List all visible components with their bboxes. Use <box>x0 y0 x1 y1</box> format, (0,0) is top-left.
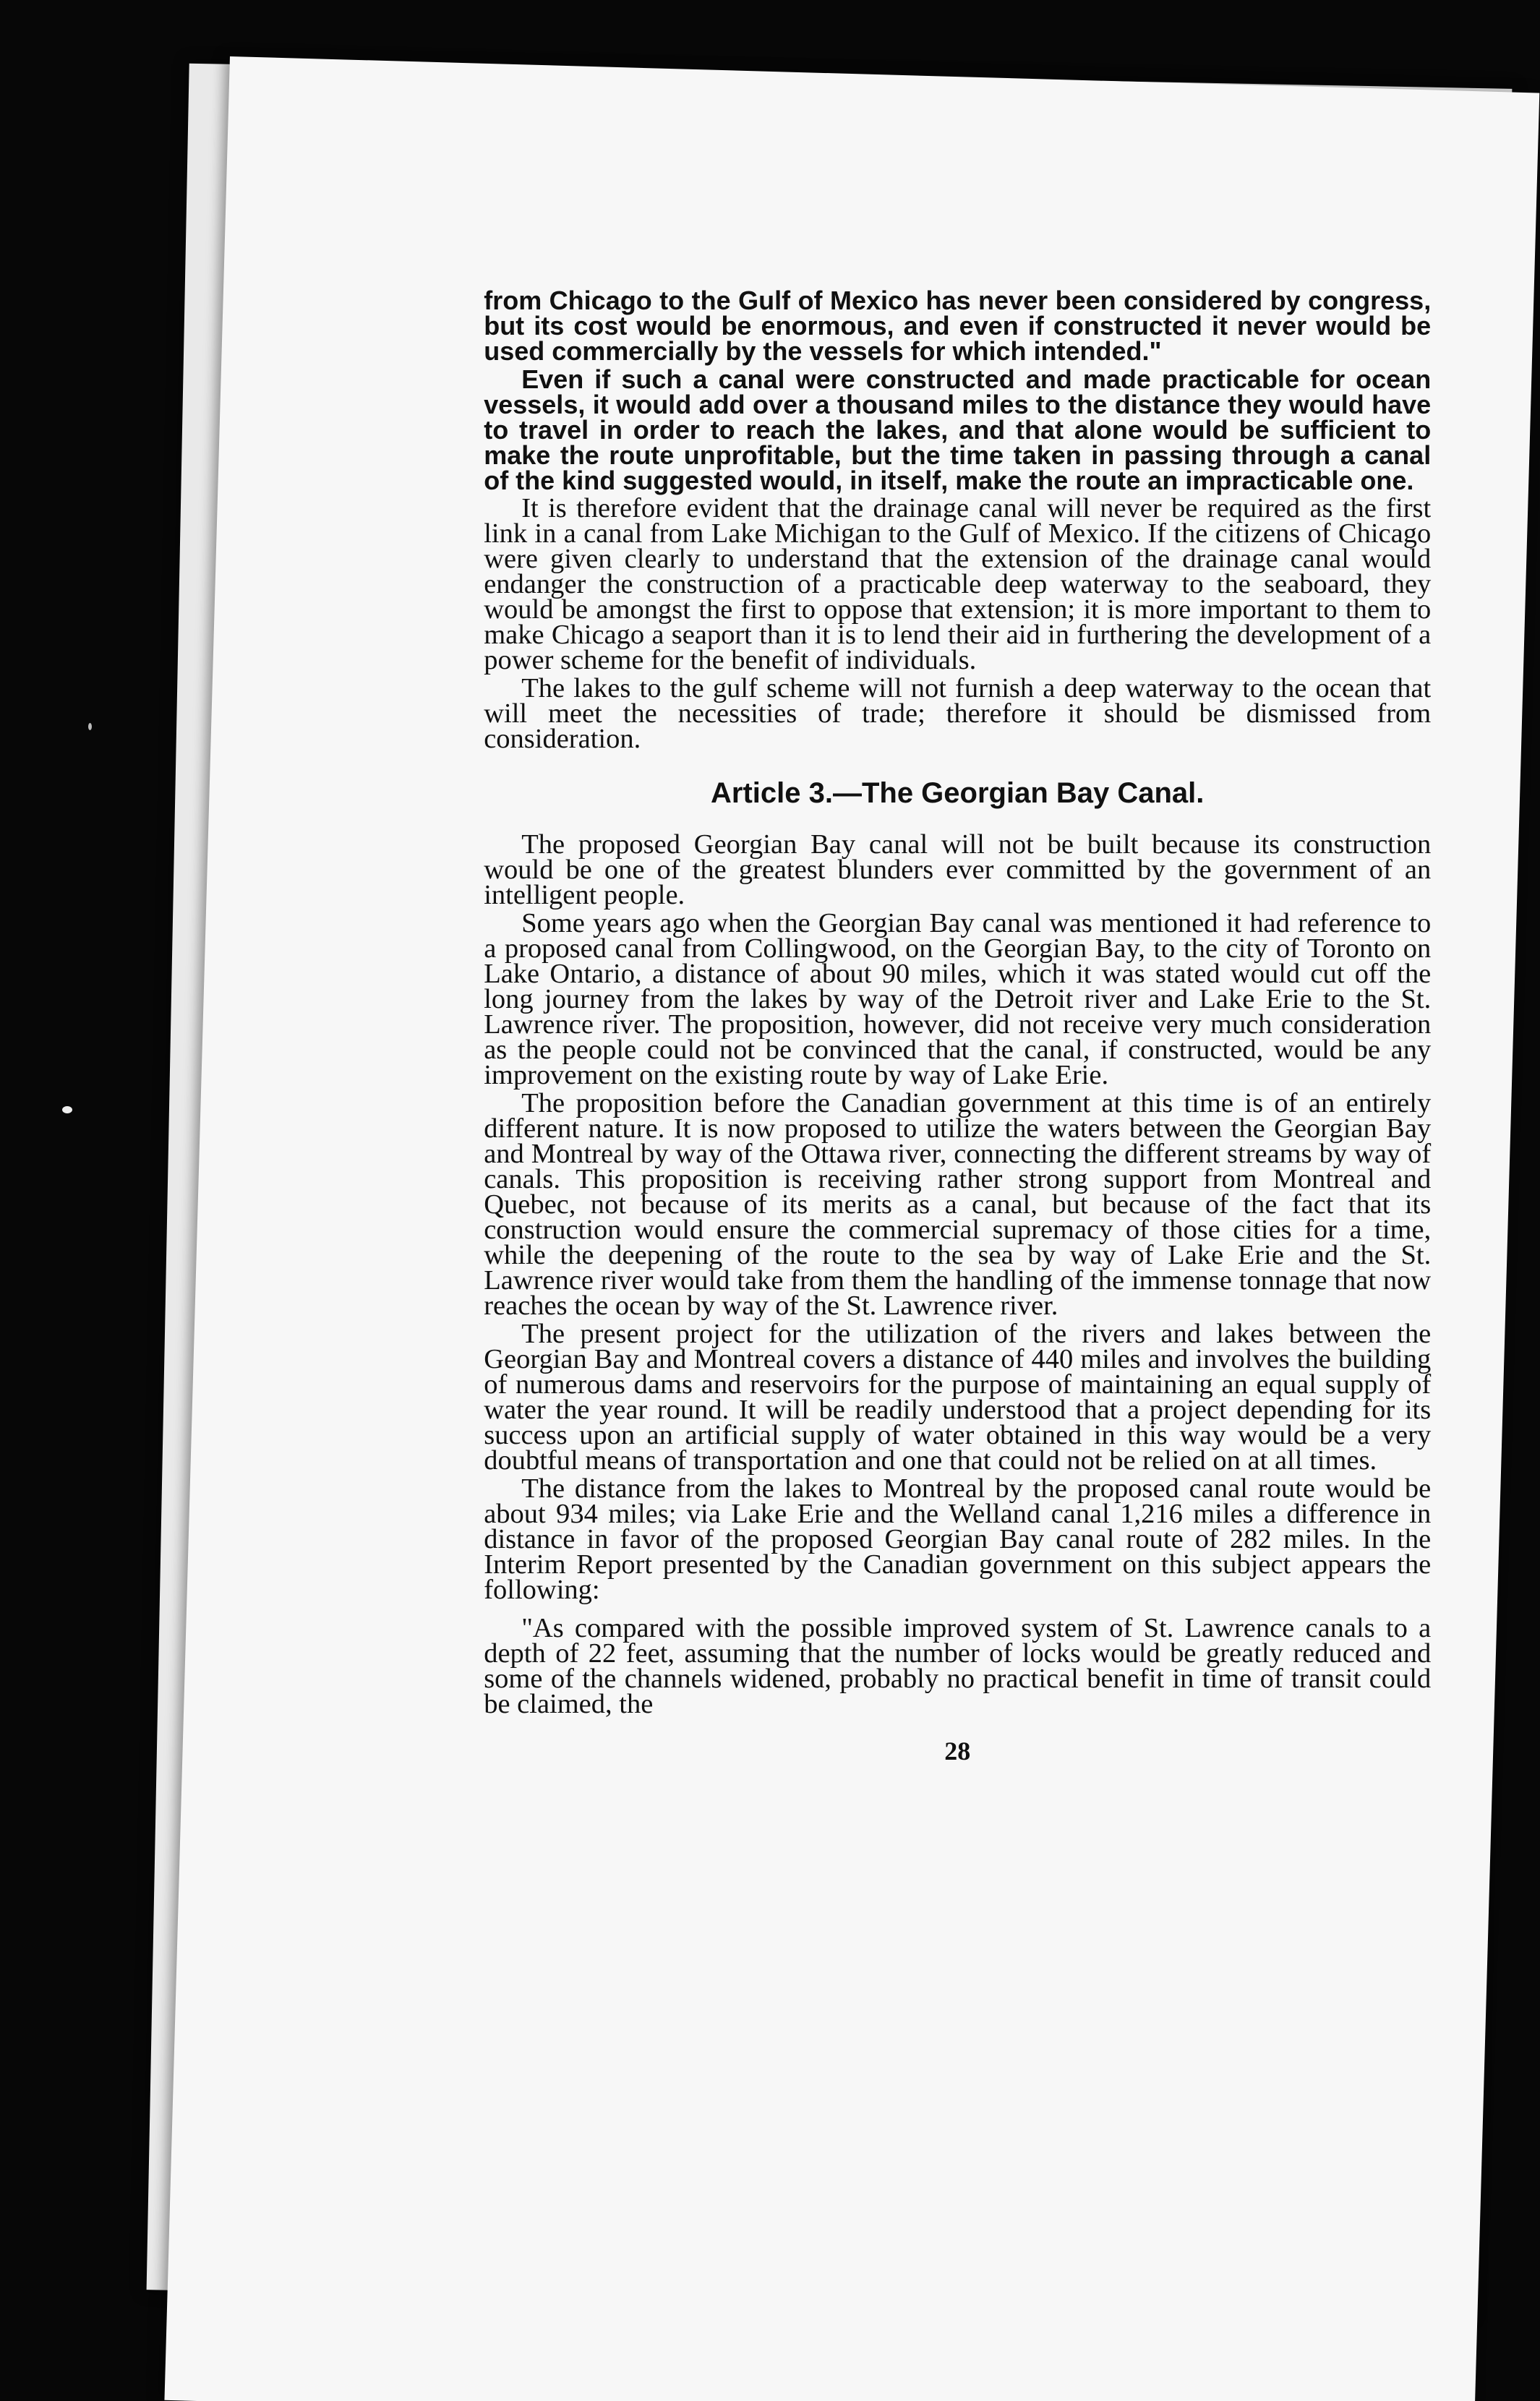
paragraph: The proposed Georgian Bay canal will not be built because its construction would be one of the greatest blunders ever committed by the government of an intelligent people. <box>484 829 1432 910</box>
paragraph: The distance from the lakes to Montreal by the proposed canal route would be about 934 miles; via Lake Erie and the Welland canal 1,216 miles a difference in distance in favor of the proposed Georgian Bay canal route of 282 miles. In the Interim Report presented by the Canadian government on this subject appears the following: <box>484 1473 1432 1605</box>
paragraph: Even if such a canal were constructed and made practicable for ocean vessels, it would add over a thousand miles to the distance they would have to travel in order to reach the lakes, and that alone would be sufficient to make the route unprofitable, but the time taken in passing through a canal of the kind suggested would, in itself, make the route an impracticable one. <box>484 364 1432 495</box>
paragraph: Some years ago when the Georgian Bay canal was mentioned it had reference to a proposed canal from Collingwood, on the Georgian Bay, to the city of Toronto on Lake Ontario, a distance of about 90 miles, which it was stated would cut off the long journey from the lakes by way of the Detroit river and Lake Erie to the St. Lawrence river. The proposition, however, did not receive very much consideration as the people could not be convinced that the canal, if constructed, would be any improvement on the existing route by way of Lake Erie. <box>484 907 1432 1090</box>
page-number: 28 <box>944 1736 971 1766</box>
page-text <box>484 285 1432 1766</box>
article-heading: Article 3.—The Georgian Bay Canal. <box>710 776 1205 809</box>
document-page <box>164 56 1539 2401</box>
intro-paragraph: from Chicago to the Gulf of Mexico has never been considered by congress, but its cost would be enormous, and even if constructed it never would be used commercially by the vessels for which intended." <box>484 285 1432 366</box>
paragraph: The proposition before the Canadian government at this time is of an entirely different nature. It is now proposed to utilize the waters between the Georgian Bay and Montreal by way of the Ottawa river, connecting the different streams by way of canals. This proposition is receiving rather strong support from Montreal and Quebec, not because of its merits as a canal, but because of the fact that its construction would ensure the commercial supremacy of those cities for a time, while the deepening of the route to the sea by way of Lake Erie and the St. Lawrence river would take from them the handling of the immense tonnage that now reaches the ocean by way of the St. Lawrence river. <box>484 1087 1432 1321</box>
dust-speck <box>62 1106 72 1113</box>
paragraph: The present project for the utilization of the rivers and lakes between the Georgian Bay and Montreal covers a distance of 440 miles and involves the building of numerous dams and reservoirs for the purpose of maintaining an equal supply of water the year round. It will be readily understood that a project depending for its success upon an artificial supply of water obtained in this way would be a very doubtful means of transportation and one that could not be relied on at all times. <box>484 1318 1432 1476</box>
dust-speck <box>88 723 92 730</box>
quote-paragraph: "As compared with the possible improved system of St. Lawrence canals to a depth of 22 feet, assuming that the number of locks would be greatly reduced and some of the channels widened, probably no practical benefit in time of transit could be claimed, the <box>484 1612 1432 1719</box>
paragraph: The lakes to the gulf scheme will not furnish a deep waterway to the ocean that will meet the necessities of trade; therefore it should be dismissed from consideration. <box>484 672 1432 754</box>
paragraph: It is therefore evident that the drainage canal will never be required as the first link in a canal from Lake Michigan to the Gulf of Mexico. If the citizens of Chicago were given clearly to understand that the extension of the drainage canal would endanger the construction of a practicable deep waterway to the seaboard, they would be amongst the first to oppose that extension; it is more important to them to make Chicago a seaport than it is to lend their aid in furthering the development of a power scheme for the benefit of individuals. <box>484 492 1432 675</box>
